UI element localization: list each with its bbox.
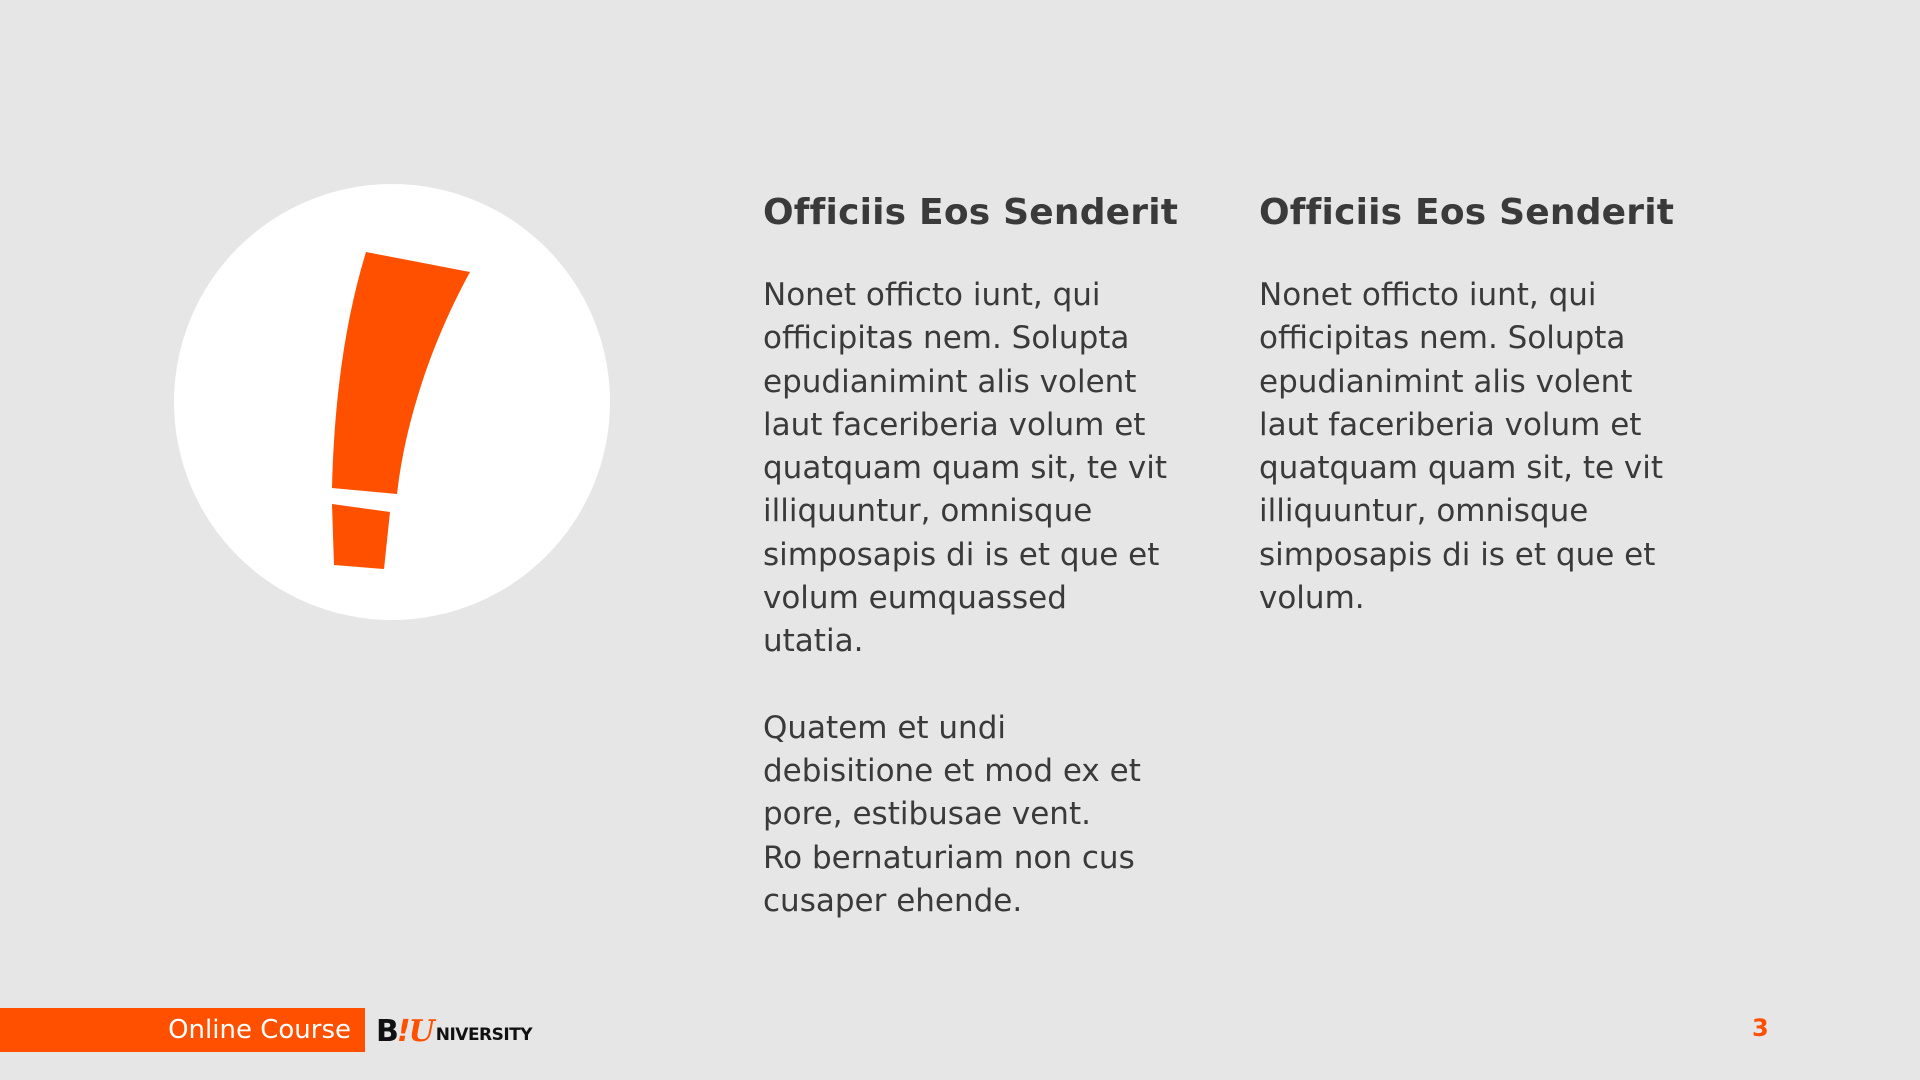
- page-number: 3: [1752, 1014, 1769, 1042]
- logo-letter-u: U: [408, 1014, 435, 1049]
- column-paragraph: Nonet officto iunt, qui officipitas nem. Solupta epudianimint alis volent laut faceriberia volum et quatquam quam sit, te vit illiquuntur, omnisque simposapis di is et que et volum eumquassed utatia.: [763, 277, 1168, 660]
- logo-letter-b: B: [376, 1014, 399, 1049]
- column-paragraph: Quatem et undi debisitione et mod ex et pore, estibusae vent. Ro bernaturiam non cus cusaper ehende.: [763, 709, 1141, 919]
- exclamation-icon: [174, 184, 610, 620]
- logo-exclamation: !: [396, 1014, 411, 1049]
- footer-bar: [0, 1008, 365, 1052]
- column-heading: Officiis Eos Senderit: [1259, 192, 1675, 233]
- column-heading: Officiis Eos Senderit: [763, 192, 1179, 233]
- column-paragraph: Nonet officto iunt, qui officipitas nem. Solupta epudianimint alis volent laut faceriberia volum et quatquam quam sit, te vit illiquuntur, omnisque simposapis di is et que et volum.: [1259, 277, 1664, 617]
- footer-label: Online Course: [168, 1015, 351, 1045]
- university-logo: [376, 1012, 532, 1052]
- text-column-1: [763, 190, 1183, 923]
- logo-wordmark: NIVERSITY: [435, 1025, 533, 1045]
- text-column-2: [1259, 190, 1679, 620]
